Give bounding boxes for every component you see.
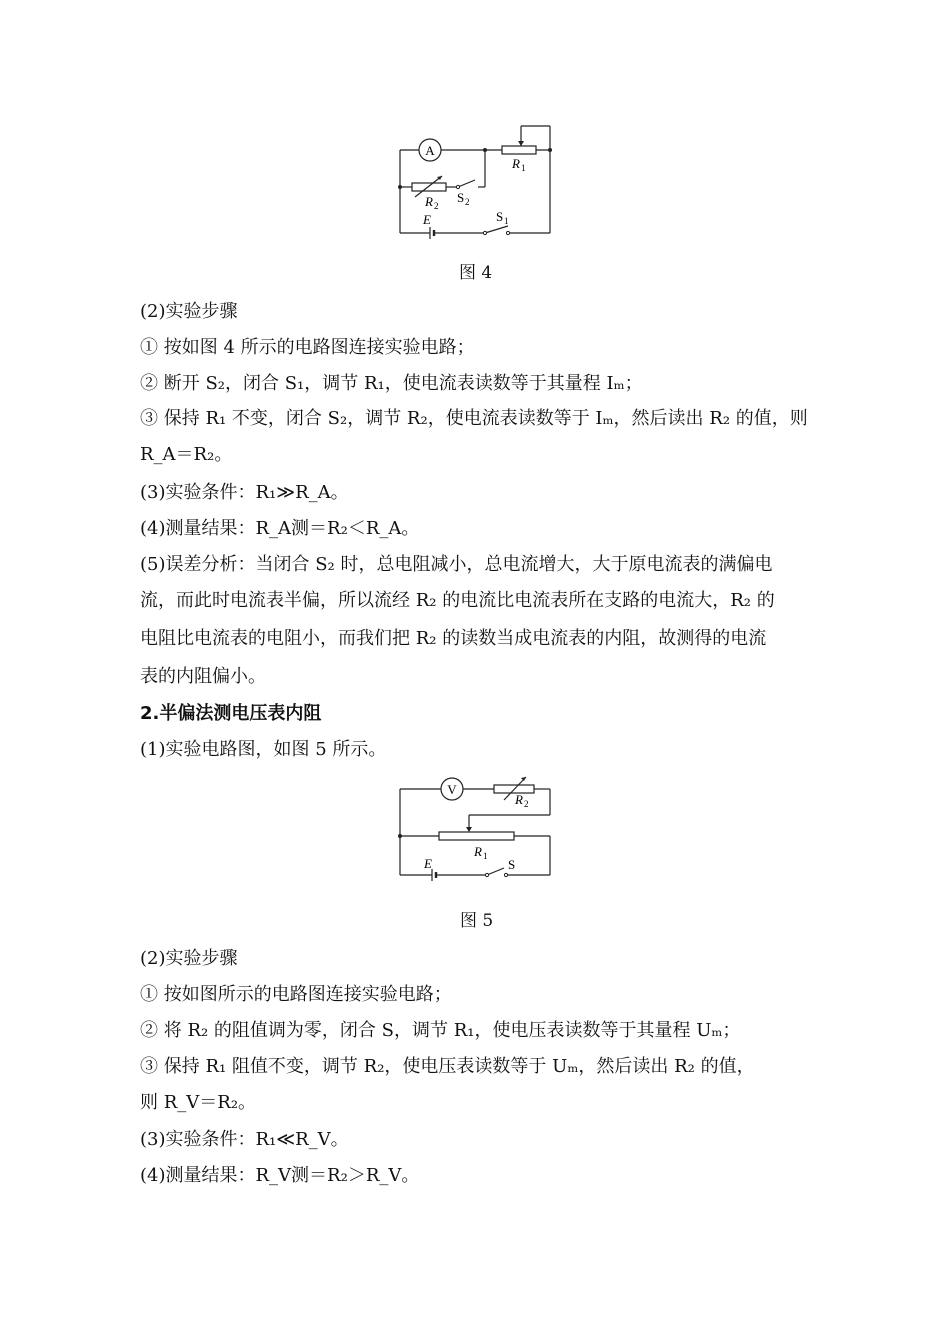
s1-sub: 1 — [504, 216, 509, 226]
fig5-s-label: S — [508, 857, 516, 872]
steps-heading-1: (2)实验步骤 — [140, 301, 238, 322]
figure-4-caption: 图 4 — [459, 263, 493, 283]
voltmeter-label: V — [447, 782, 457, 797]
result-1: (4)测量结果：R_A测＝R₂＜R_A。 — [140, 518, 420, 539]
r2-label: R — [425, 194, 433, 209]
fig5-r2-label: R — [515, 792, 523, 807]
r1-sub: 1 — [521, 163, 526, 173]
step-2-1: ① 按如图所示的电路图连接实验电路； — [140, 984, 452, 1005]
step-2-3-line-2: 则 R_V＝R₂。 — [140, 1092, 257, 1113]
analysis-line-3: 电阻比电流表的电阻小，而我们把 R₂ 的读数当成电流表的内阻，故测得的电流 — [140, 628, 767, 649]
section-2-heading: 2.半偏法测电压表内阻 — [140, 703, 322, 724]
circuit-intro-2: (1)实验电路图，如图 5 所示。 — [140, 739, 387, 760]
figure-4-circuit — [390, 118, 565, 243]
step-1-3-line-1: ③ 保持 R₁ 不变，闭合 S₂，调节 R₂，使电流表读数等于 Iₘ，然后读出 R₂ 的值，则 — [140, 408, 808, 429]
fig5-r1-sub: 1 — [483, 851, 488, 861]
step-2-3-line-1: ③ 保持 R₁ 阻值不变，调节 R₂，使电压表读数等于 Uₘ，然后读出 R₂ 的值， — [140, 1056, 755, 1077]
analysis-line-4: 表的内阻偏小。 — [140, 666, 266, 687]
e-label: E — [423, 212, 431, 227]
condition-1: (3)实验条件：R₁≫R_A。 — [140, 482, 349, 503]
r1-label: R — [512, 156, 520, 171]
fig5-r1-label: R — [474, 844, 482, 859]
r2-sub: 2 — [434, 201, 439, 211]
ammeter-label: A — [425, 143, 435, 158]
s2-sub: 2 — [465, 197, 470, 207]
fig5-r2-sub: 2 — [524, 799, 529, 809]
step-1-2: ② 断开 S₂，闭合 S₁，调节 R₁，使电流表读数等于其量程 Iₘ； — [140, 373, 643, 394]
step-2-2: ② 将 R₂ 的阻值调为零，闭合 S，调节 R₁，使电压表读数等于其量程 Uₘ； — [140, 1020, 741, 1041]
steps-heading-2: (2)实验步骤 — [140, 948, 238, 969]
figure-5-circuit — [392, 770, 562, 888]
step-1-3-line-2: R_A＝R₂。 — [140, 444, 233, 465]
condition-2: (3)实验条件：R₁≪R_V。 — [140, 1129, 349, 1150]
result-2: (4)测量结果：R_V测＝R₂＞R_V。 — [140, 1165, 420, 1186]
analysis-line-1: (5)误差分析：当闭合 S₂ 时，总电阻减小，总电流增大，大于原电流表的满偏电 — [140, 554, 773, 575]
s1-label: S — [496, 209, 504, 224]
s2-label: S — [457, 190, 465, 205]
analysis-line-2: 流，而此时电流表半偏，所以流经 R₂ 的电流比电流表所在支路的电流大，R₂ 的 — [140, 590, 775, 611]
step-1-1: ① 按如图 4 所示的电路图连接实验电路； — [140, 337, 475, 358]
figure-5-caption: 图 5 — [460, 911, 494, 931]
fig5-e-label: E — [424, 856, 432, 871]
